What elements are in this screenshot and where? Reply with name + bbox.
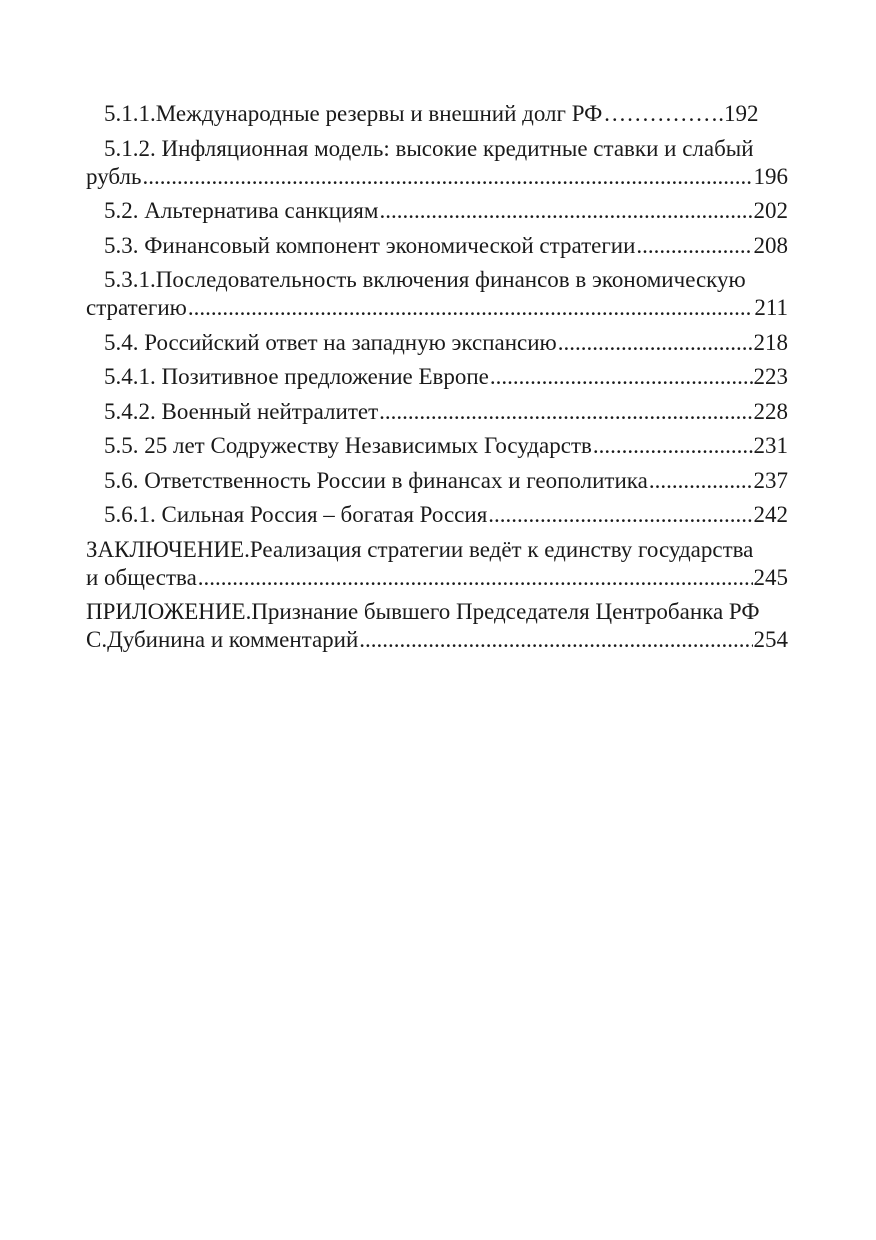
toc-entry-page: 231 [753,433,788,458]
toc-entry-leader [198,564,753,592]
toc-entry-5-1-2 [86,135,788,191]
toc-entry-leader [188,294,754,322]
toc-entry-page: 223 [753,364,788,389]
toc-entry-title: 5.4.1. Позитивное предложение Европе [104,364,489,389]
toc-entry-appendix [86,598,788,654]
toc-entry-title: 5.6.1. Сильная Россия – богатая Россия [104,502,488,527]
toc-entry-leader [649,467,753,495]
toc-entry-5-3 [86,232,788,260]
toc-entry-page: 211 [754,295,788,320]
toc-entry-5-4-2 [86,398,788,426]
toc-entry-5-2 [86,197,788,225]
toc-entry-title: 5.4.2. Военный нейтралитет [104,398,379,424]
toc-entry-page: 202 [753,198,788,223]
toc-entry-leader [359,626,752,654]
toc-entry-title: 5.5. 25 лет Содружеству Независимых Государств [104,433,592,458]
toc-entry-title-line2: С.Дубинина и комментарий [86,627,359,652]
toc-entry-conclusion [86,536,788,592]
toc-entry-page: 242 [753,502,788,527]
toc-entry-5-4-1 [86,363,788,391]
toc-entry-title: 5.4. Российский ответ на западную экспансию [104,329,557,355]
toc-entry-title-line2: рубль [86,163,142,189]
toc-entry-leader [593,432,753,460]
toc-entry-leader [488,501,752,529]
toc-entry-title: 5.1.1.Международные резервы и внешний долг РФ [104,101,603,126]
toc-entry-5-6-1 [86,501,788,529]
toc-entry-leader [490,363,753,391]
toc-entry-page: 245 [753,564,788,590]
toc-entry-title: 5.6. Ответственность России в финансах и геополитика [104,467,648,493]
toc-entry-leader [379,398,752,426]
toc-entry-5-1-1 [86,100,788,128]
toc-entry-title-line1: 5.3.1.Последовательность включения финансов в экономическую [104,267,746,292]
toc-entry-page: 208 [753,232,788,258]
toc-entry-title-line1: ПРИЛОЖЕНИЕ.Признание бывшего Председателя Центробанка РФ [86,599,760,624]
toc-entry-5-6 [86,467,788,495]
table-of-contents [86,100,788,661]
toc-entry-leader [558,329,753,357]
toc-entry-title-line1: 5.1.2. Инфляционная модель: высокие кредитные ставки и слабый [104,135,754,161]
toc-entry-page: 254 [753,627,788,652]
toc-entry-leader: ……………. [603,101,725,126]
toc-entry-title-line2: стратегию [86,295,187,320]
toc-entry-title-line1: ЗАКЛЮЧЕНИЕ.Реализация стратегии ведёт к единству государства [86,536,754,562]
toc-entry-5-4 [86,329,788,357]
toc-entry-page: 196 [753,163,788,189]
toc-entry-title: 5.2. Альтернатива санкциям [104,198,379,223]
toc-entry-title-line2: и общества [86,564,197,590]
toc-entry-title: 5.3. Финансовый компонент экономической стратегии [104,232,636,258]
toc-entry-page: 192 [724,101,759,126]
toc-entry-page: 228 [753,398,788,424]
toc-entry-leader [636,232,752,260]
toc-entry-5-3-1 [86,266,788,322]
toc-entry-page: 218 [753,329,788,355]
toc-entry-5-5 [86,432,788,460]
toc-entry-leader [143,163,753,191]
toc-entry-page: 237 [753,467,788,493]
toc-entry-leader [379,197,752,225]
